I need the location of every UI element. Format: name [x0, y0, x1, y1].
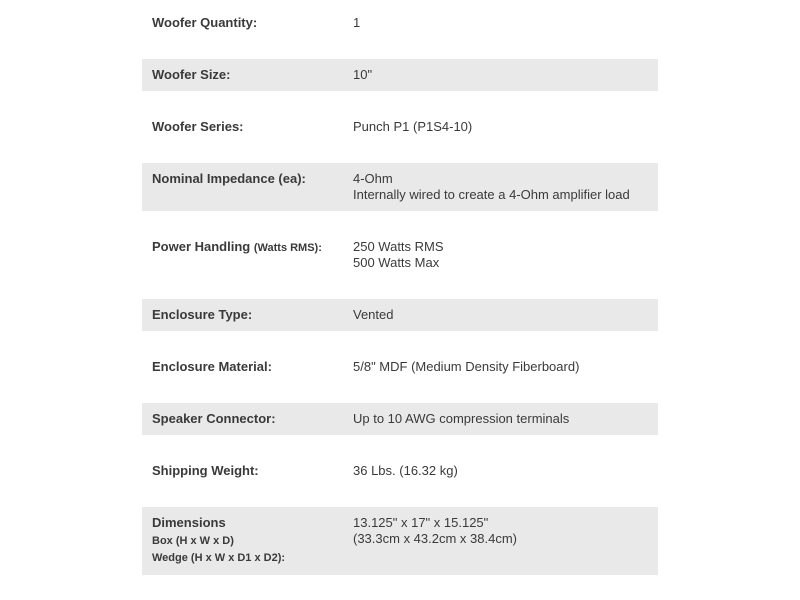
spec-label-main: Power Handling — [152, 239, 251, 254]
spec-value-line: 36 Lbs. (16.32 kg) — [353, 463, 458, 478]
spec-value-line: Vented — [353, 307, 394, 322]
spec-value — [353, 359, 648, 375]
spec-row-woofer-size — [142, 59, 658, 91]
spec-row-enclosure-type — [142, 299, 658, 331]
spec-value-line: 4-Ohm — [353, 171, 393, 186]
spec-row-dimensions — [142, 507, 658, 575]
spec-value — [353, 411, 648, 427]
spec-value — [353, 463, 648, 479]
spec-label — [152, 239, 353, 256]
spec-label-sub: Wedge (H x W x D1 x D2): — [152, 552, 286, 564]
spec-value-line: Punch P1 (P1S4-10) — [353, 119, 473, 134]
spec-value-line: 5/8" MDF (Medium Density Fiberboard) — [353, 359, 580, 374]
spec-row-woofer-series — [142, 111, 658, 143]
spec-row-power-handling — [142, 231, 658, 279]
spec-value — [353, 119, 648, 135]
spec-value-line: 10" — [353, 67, 373, 82]
spec-value-line: 1 — [353, 15, 361, 30]
spec-row-shipping-weight — [142, 455, 658, 487]
spec-value-line: 500 Watts Max — [353, 255, 440, 270]
spec-label: Woofer Quantity: — [152, 15, 258, 30]
spec-value — [353, 15, 648, 31]
spec-label-suffix: (Watts RMS): — [253, 242, 322, 254]
spec-value-line: 250 Watts RMS — [353, 239, 444, 254]
spec-label: Woofer Size: — [152, 67, 231, 82]
spec-row-enclosure-material — [142, 351, 658, 383]
spec-value-line: 13.125" x 17" x 15.125" — [353, 515, 489, 530]
spec-value — [353, 67, 648, 83]
spec-label: Woofer Series: — [152, 119, 244, 134]
spec-label: Shipping Weight: — [152, 463, 259, 478]
spec-value-line: Up to 10 AWG compression terminals — [353, 411, 570, 426]
spec-label-main: Dimensions — [152, 515, 226, 530]
spec-value-line: (33.3cm x 43.2cm x 38.4cm) — [353, 531, 517, 546]
spec-label: Nominal Impedance (ea): — [152, 171, 306, 186]
spec-label: Enclosure Type: — [152, 307, 253, 322]
spec-row-speaker-connector — [142, 403, 658, 435]
spec-row-woofer-quantity — [142, 7, 658, 39]
spec-value — [353, 515, 648, 547]
spec-label-sub: Box (H x W x D) — [152, 535, 234, 547]
spec-label: Speaker Connector: — [152, 411, 276, 426]
spec-value-line: Internally wired to create a 4-Ohm amplifier load — [353, 187, 630, 202]
spec-value — [353, 307, 648, 323]
spec-value — [353, 239, 648, 271]
spec-label: Enclosure Material: — [152, 359, 272, 374]
spec-row-nominal-impedance — [142, 163, 658, 211]
spec-value — [353, 171, 648, 203]
spec-table — [142, 0, 658, 575]
spec-label — [152, 515, 353, 567]
